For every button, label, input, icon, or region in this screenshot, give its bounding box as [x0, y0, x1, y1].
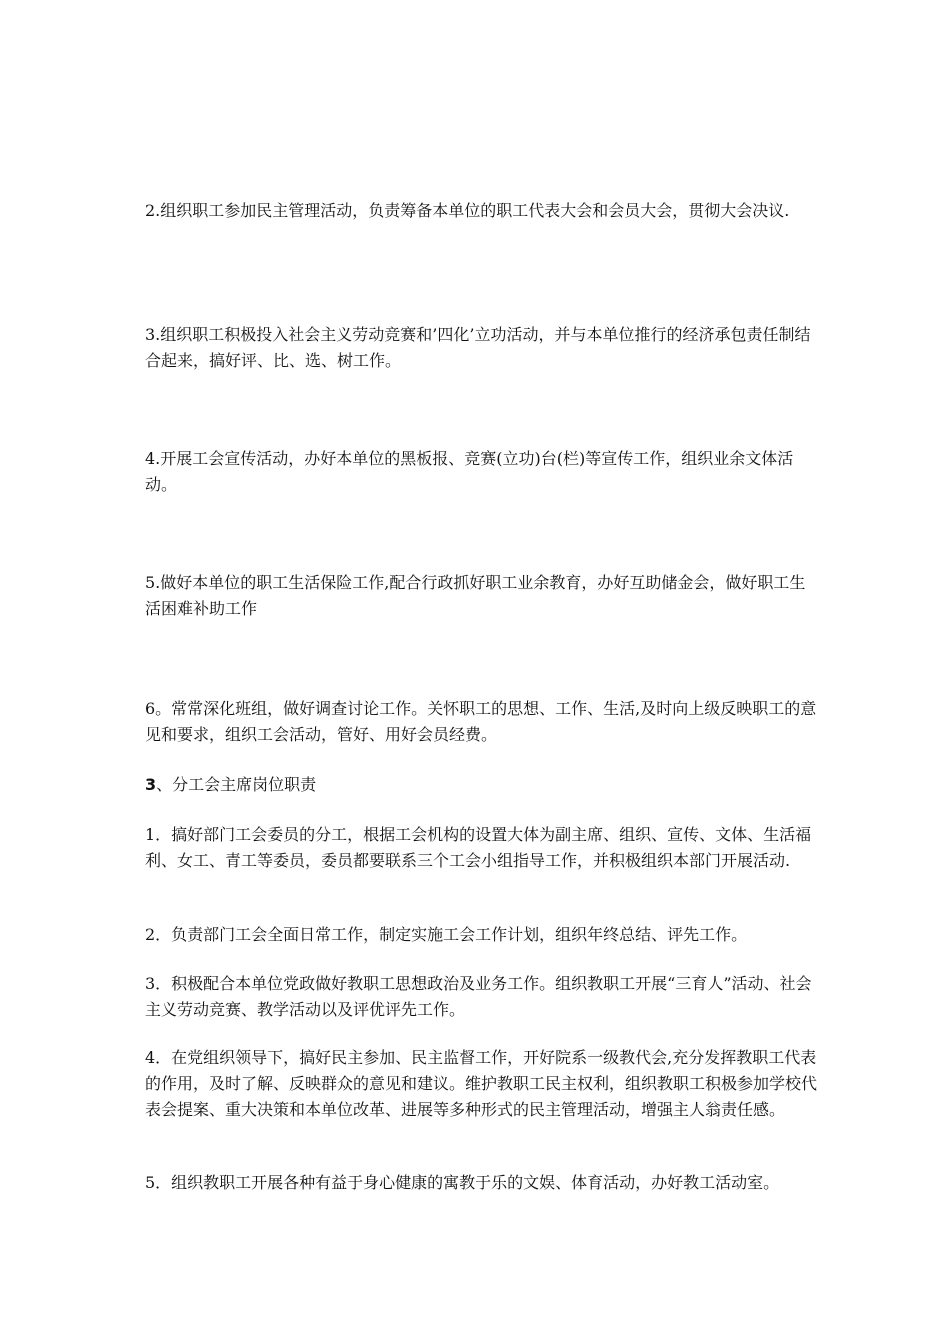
section-title: 、分工会主席岗位职责	[156, 775, 317, 794]
paragraph-2: 2.组织职工参加民主管理活动，负责筹备本单位的职工代表大会和会员大会，贯彻大会决议.	[145, 201, 790, 220]
section-number: 3	[145, 775, 157, 794]
paragraph-4: 4.开展工会宣传活动，办好本单位的黑板报、竞赛(立功)台(栏)等宣传工作，组织业余文体活动。	[145, 449, 794, 494]
paragraph-6: 6。常常深化班组，做好调查讨论工作。关怀职工的思想、工作、生活,及时向上级反映职工的意见和要求，组织工会活动，管好、用好会员经费。	[145, 699, 817, 744]
paragraph-3: 3.组织职工积极投入社会主义劳动竞赛和’四化’立功活动，并与本单位推行的经济承包责任制结合起来，搞好评、比、选、树工作。	[145, 325, 811, 370]
section-item-1: 1．搞好部门工会委员的分工，根据工会机构的设置大体为副主席、组织、宣传、文体、生活福利、女工、青工等委员，委员都要联系三个工会小组指导工作，并积极组织本部门开展活动.	[145, 825, 812, 870]
section-item-2: 2．负责部门工会全面日常工作，制定实施工会工作计划，组织年终总结、评先工作。	[145, 925, 748, 944]
section-item-4: 4．在党组织领导下，搞好民主参加、民主监督工作，开好院系一级教代会,充分发挥教职工代表的作用，及时了解、反映群众的意见和建议。维护教职工民主权利，组织教职工积极参加学校代表会提案、重大决策和本单位改革、进展等多种形式的民主管理活动，增强主人翁责任感。	[145, 1048, 818, 1119]
paragraph-5: 5.做好本单位的职工生活保险工作,配合行政抓好职工业余教育，办好互助储金会，做好职工生活困难补助工作	[145, 573, 806, 618]
section-heading	[145, 772, 817, 798]
section-item-3: 3．积极配合本单位党政做好教职工思想政治及业务工作。组织教职工开展“三育人”活动、社会主义劳动竞赛、教学活动以及评优评先工作。	[145, 974, 812, 1019]
section-item-5: 5．组织教职工开展各种有益于身心健康的寓教于乐的文娱、体育活动，办好教工活动室。	[145, 1173, 780, 1192]
